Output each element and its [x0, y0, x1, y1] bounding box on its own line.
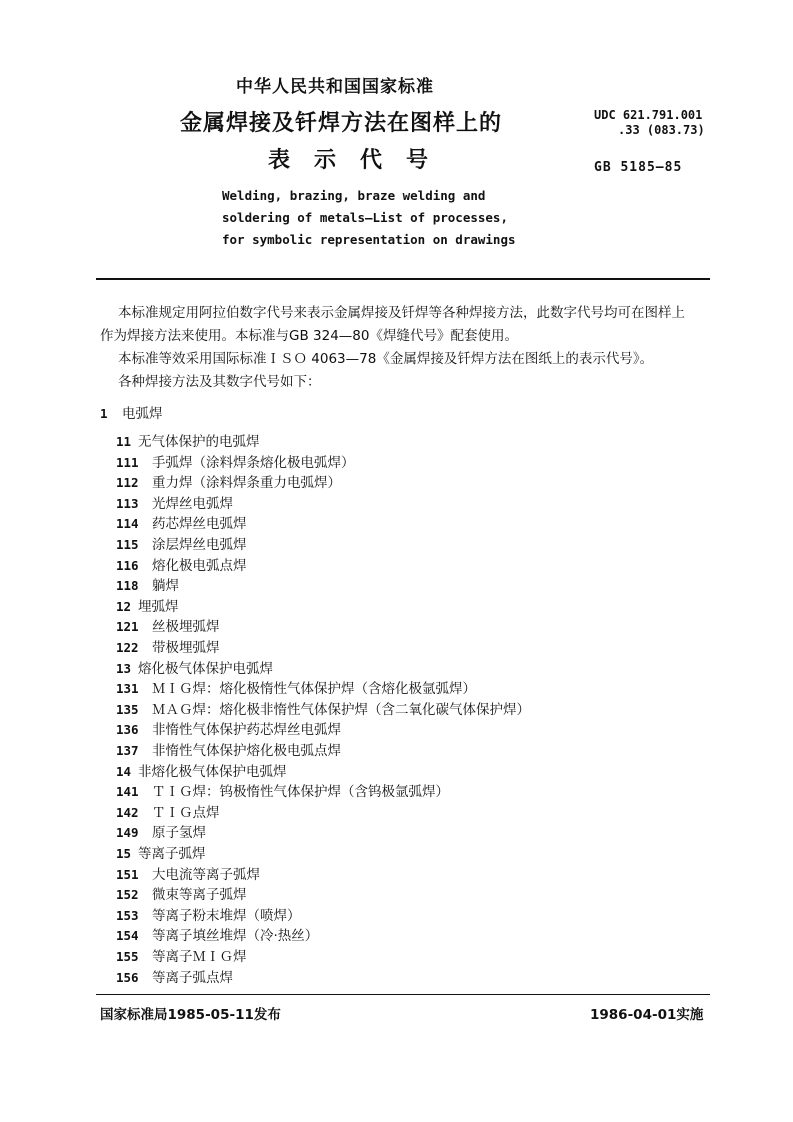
process-code: 156 [116, 969, 139, 985]
list-item [116, 492, 233, 512]
process-name: 药芯焊丝电弧焊 [152, 516, 247, 533]
process-name: 等离子弧点焊 [152, 969, 233, 986]
intro-paragraph-3: 各种焊接方法及其数字代号如下： [118, 374, 321, 390]
process-code: 113 [116, 495, 139, 511]
list-item [116, 718, 341, 738]
effective-date: 1986-04-01实施 [590, 1007, 704, 1023]
issue-date: 国家标准局1985-05-11发布 [100, 1007, 281, 1023]
process-code: 118 [116, 578, 139, 594]
process-name: 非惰性气体保护熔化极电弧点焊 [152, 743, 341, 759]
list-item [116, 698, 530, 718]
process-code: 116 [116, 557, 139, 573]
process-name: 非惰性气体保护药芯焊丝电弧焊 [152, 722, 341, 739]
intro-paragraph-1-line1: 本标准规定用阿拉伯数字代号来表示金属焊接及钎焊等各种焊接方法，此数字代号均可在图样上 [118, 305, 685, 321]
list-item [116, 842, 206, 862]
process-code: 14 [116, 763, 132, 779]
standard-title-line2: 表示代号 [268, 148, 453, 173]
process-name: 等离子弧焊 [138, 846, 206, 862]
process-name: 涂层焊丝电弧焊 [152, 537, 247, 553]
udc-code: UDC 621.791.001 [594, 108, 703, 122]
section-number: 1 [100, 406, 108, 421]
process-code: 152 [116, 887, 139, 903]
gb-code: GB 5185—85 [594, 160, 683, 175]
process-code: 155 [116, 949, 139, 964]
english-title-line1: Welding, brazing, braze welding and [222, 188, 486, 203]
process-code: 135 [116, 701, 139, 717]
process-code: 114 [116, 516, 139, 532]
standard-title-line1: 金属焊接及钎焊方法在图样上的 [180, 111, 503, 136]
list-item [116, 883, 247, 903]
process-code: 112 [116, 475, 139, 491]
list-item [116, 821, 206, 841]
process-name: 重力焊（涂料焊条重力电弧焊） [152, 475, 341, 492]
process-name: 无气体保护的电弧焊 [138, 434, 260, 450]
list-item [116, 451, 355, 471]
process-name: 光焊丝电弧焊 [152, 495, 233, 512]
process-name: ＴＩＧ焊：钨极惰性气体保护焊（含钨极氩弧焊） [152, 784, 449, 801]
section-title: 电弧焊 [122, 406, 163, 422]
process-name: 等离子粉末堆焊（喷焊） [152, 907, 301, 924]
list-item [116, 945, 247, 965]
list-item [116, 615, 220, 635]
list-item [116, 739, 341, 759]
section-heading [100, 402, 163, 422]
process-code: 121 [116, 619, 139, 635]
process-name: 熔化极电弧点焊 [152, 557, 247, 574]
list-item [116, 574, 179, 594]
list-item [116, 966, 233, 986]
list-item [116, 801, 220, 821]
process-code: 142 [116, 804, 139, 820]
process-name: ＭＡＧ焊：熔化极非惰性气体保护焊（含二氧化碳气体保护焊） [152, 701, 530, 718]
list-item [116, 760, 287, 780]
list-item [116, 512, 247, 532]
process-code: 13 [116, 660, 132, 676]
process-code: 154 [116, 928, 139, 944]
list-item [116, 595, 179, 615]
english-title-line3: for symbolic representation on drawings [222, 232, 516, 247]
process-code: 141 [116, 784, 139, 800]
process-name: ＴＩＧ点焊 [152, 804, 220, 821]
udc-code-sub: .33 (083.73) [618, 123, 705, 137]
process-code: 12 [116, 598, 132, 614]
intro-paragraph-2: 本标准等效采用国际标准ＩＳＯ 4063—78《金属焊接及钎焊方法在图纸上的表示代号》。 [118, 351, 654, 367]
english-title-line2: soldering of metals—List of processes, [222, 210, 508, 225]
process-name: 丝极埋弧焊 [152, 619, 220, 636]
process-name: 等离子ＭＩＧ焊 [152, 949, 247, 965]
process-name: 微束等离子弧焊 [152, 887, 247, 904]
process-code: 111 [116, 454, 139, 470]
list-item [116, 863, 260, 883]
list-item [116, 904, 301, 924]
issuing-organization: 中华人民共和国国家标准 [236, 77, 434, 97]
process-name: 非熔化极气体保护电弧焊 [138, 763, 287, 780]
process-name: 躺焊 [152, 578, 179, 595]
list-item [116, 780, 449, 800]
list-item [116, 471, 341, 491]
process-code: 151 [116, 866, 139, 882]
intro-paragraph-1-line2: 作为焊接方法来使用。本标准与GB 324—80《焊缝代号》配套使用。 [100, 328, 518, 344]
list-item [116, 533, 247, 553]
footer-divider [96, 994, 710, 995]
process-code: 153 [116, 907, 139, 923]
process-code: 15 [116, 846, 132, 861]
process-code: 136 [116, 722, 139, 738]
list-item [116, 677, 476, 697]
process-code: 149 [116, 825, 139, 841]
process-name: 原子氢焊 [152, 825, 206, 842]
process-name: 带极埋弧焊 [152, 640, 220, 656]
process-name: 大电流等离子弧焊 [152, 866, 260, 883]
list-item [116, 924, 318, 944]
process-code: 11 [116, 434, 132, 449]
process-name: 等离子填丝堆焊（冷·热丝） [152, 928, 319, 945]
process-name: 手弧焊（涂料焊条熔化极电弧焊） [152, 454, 355, 471]
process-code: 137 [116, 743, 139, 758]
list-item [116, 657, 273, 677]
list-item [116, 430, 260, 450]
list-item [116, 636, 220, 656]
process-name: 熔化极气体保护电弧焊 [138, 660, 273, 677]
list-item [116, 554, 247, 574]
process-name: 埋弧焊 [138, 598, 179, 615]
process-name: ＭＩＧ焊：熔化极惰性气体保护焊（含熔化极氩弧焊） [152, 681, 476, 698]
header-divider [96, 278, 710, 280]
process-code: 131 [116, 681, 139, 697]
process-code: 122 [116, 640, 139, 655]
process-code: 115 [116, 537, 139, 552]
